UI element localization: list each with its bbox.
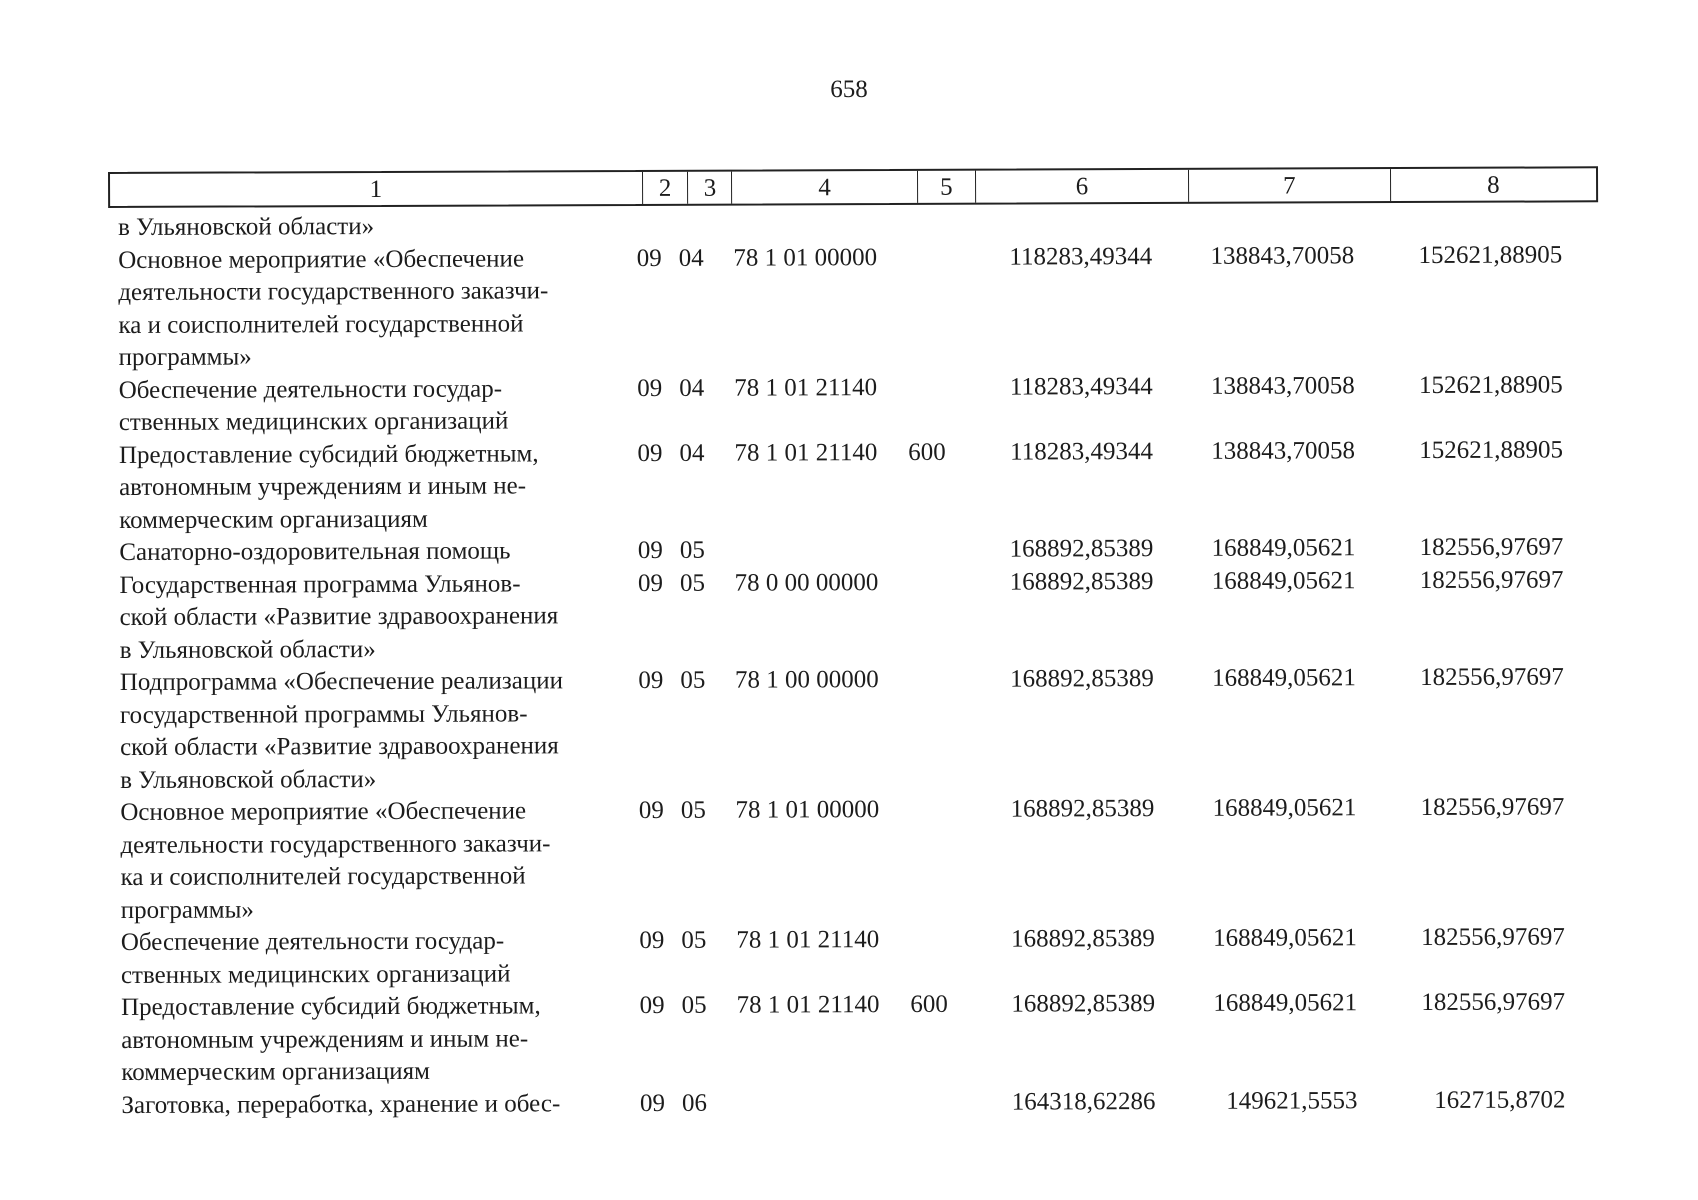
- row-subsection: 04: [679, 439, 705, 467]
- row-amount-col7: 168849,05621: [1213, 989, 1358, 1017]
- row-amount-col6: 118283,49344: [1010, 437, 1153, 466]
- table-row: [119, 369, 1599, 440]
- table-row: [119, 434, 1599, 537]
- row-subsection: 05: [679, 569, 705, 597]
- row-section: 09: [636, 244, 662, 272]
- header-cell-8: 8: [1487, 171, 1500, 199]
- table-row: [121, 986, 1601, 1089]
- row-subsection: 06: [681, 1089, 707, 1117]
- row-target-article: 78 1 01 21140: [736, 926, 880, 954]
- table-row: [118, 239, 1598, 375]
- row-amount-col8: [1366, 206, 1572, 207]
- header-cell-1: 1: [110, 172, 643, 206]
- row-amount-col7: 138843,70058: [1211, 436, 1355, 465]
- table-row: [121, 1084, 1601, 1122]
- row-amount-col8: 152621,88905: [1418, 370, 1563, 399]
- row-section: 09: [638, 796, 664, 825]
- row-amount-col8: 182556,97697: [1419, 533, 1564, 562]
- row-target-article: [715, 1086, 901, 1087]
- row-section: 09: [637, 374, 663, 402]
- row-amount-col7: 138843,70058: [1210, 371, 1355, 400]
- row-subsection: 05: [680, 666, 706, 694]
- row-section: 09: [637, 536, 663, 565]
- row-amount-col6: 168892,85389: [1009, 535, 1154, 563]
- table-header: [108, 166, 1598, 208]
- header-cell-6: 6: [976, 170, 1190, 203]
- row-target-article: [713, 534, 899, 535]
- row-amount-col8: 182556,97697: [1419, 663, 1564, 692]
- row-amount-col6: 168892,85389: [1009, 665, 1154, 693]
- table-row: [119, 564, 1599, 667]
- row-subsection: 05: [680, 796, 706, 824]
- header-cell-7: 7: [1189, 169, 1391, 202]
- row-amount-col8: 152621,88905: [1419, 435, 1563, 464]
- row-amount-col7: 168849,05621: [1211, 566, 1356, 595]
- row-amount-col6: [954, 208, 1162, 209]
- row-expense-type: 600: [910, 990, 948, 1018]
- row-target-article: [712, 209, 898, 210]
- row-target-article: 78 1 01 00000: [735, 796, 880, 824]
- row-description: Обеспечение деятельности государ- ственных медицинских организаций: [118, 375, 509, 436]
- row-amount-col8: 182556,97697: [1420, 923, 1565, 952]
- row-amount-col6: 164318,62286: [1011, 1087, 1156, 1116]
- row-amount-col7: 138843,70058: [1210, 241, 1355, 270]
- row-amount-col6: 118283,49344: [1009, 372, 1153, 401]
- row-expense-type: 600: [908, 438, 946, 466]
- row-target-article: 78 1 01 00000: [733, 243, 878, 272]
- row-subsection: 04: [679, 374, 705, 402]
- row-section: 09: [639, 926, 665, 955]
- row-amount-col8: 162715,8702: [1434, 1085, 1566, 1114]
- row-amount-col6: 118283,49344: [1009, 242, 1153, 271]
- table-row: [120, 661, 1600, 797]
- row-amount-col7: 149621,5553: [1226, 1086, 1358, 1115]
- row-description: Санаторно-оздоровительная помощь: [119, 537, 511, 566]
- row-target-article: 78 1 00 00000: [734, 666, 879, 694]
- header-cell-5: 5: [918, 171, 976, 203]
- row-subsection: 05: [681, 991, 707, 1019]
- row-amount-col7: 168849,05621: [1211, 664, 1356, 692]
- row-description: Заготовка, переработка, хранение и обес-: [121, 1089, 561, 1119]
- row-target-article: 78 1 01 21140: [736, 991, 880, 1019]
- row-section: 09: [639, 991, 665, 1020]
- row-amount-col6: 168892,85389: [1009, 567, 1154, 596]
- row-section: 09: [637, 569, 663, 597]
- row-amount-col7: 168849,05621: [1211, 534, 1356, 562]
- header-cell-4: 4: [732, 171, 918, 204]
- row-section: 09: [639, 1089, 665, 1117]
- row-section: 09: [638, 666, 664, 695]
- row-amount-col6: 168892,85389: [1011, 990, 1156, 1018]
- row-description: Основное мероприятие «Обеспечение деятельности государственного заказчи- ка и соисполнителей государственной программы»: [118, 244, 549, 371]
- table-body: [118, 206, 1601, 1122]
- row-description: Государственная программа Ульянов- ской области «Развитие здравоохранения в Ульяновской области»: [119, 569, 559, 664]
- table-row: [121, 921, 1601, 992]
- row-subsection: 05: [681, 926, 707, 954]
- row-subsection: 05: [679, 536, 705, 564]
- row-description: Основное мероприятие «Обеспечение деятельности государственного заказчи- ка и соисполнителей государственной программы»: [120, 797, 551, 924]
- row-amount-col8: 182556,97697: [1421, 988, 1566, 1017]
- table-row: [120, 791, 1600, 927]
- row-description: Предоставление субсидий бюджетным, автономным учреждениям и иным не- коммерческим организациям: [121, 992, 541, 1086]
- row-amount-col6: 168892,85389: [1010, 925, 1155, 953]
- row-target-article: 78 1 01 21140: [734, 373, 878, 402]
- row-target-article: 78 0 00 00000: [734, 568, 879, 597]
- row-amount-col8: 182556,97697: [1420, 793, 1565, 822]
- row-section: 09: [637, 439, 663, 467]
- row-description: Предоставление субсидий бюджетным, автономным учреждениям и иным не- коммерческим организациям: [118, 439, 539, 534]
- header-cell-2: 2: [643, 172, 689, 204]
- header-cell-3: 3: [688, 172, 732, 204]
- page-number: 658: [830, 76, 868, 103]
- row-amount-col7: [1162, 207, 1366, 208]
- row-amount-col8: 152621,88905: [1418, 240, 1563, 269]
- row-amount-col8: 182556,97697: [1419, 565, 1564, 594]
- row-description: Обеспечение деятельности государ- ственных медицинских организаций: [120, 927, 511, 989]
- row-amount-col7: 168849,05621: [1212, 924, 1357, 952]
- row-description: Подпрограмма «Обеспечение реализации государственной программы Ульянов- ской области «Развитие здравоохранения в Ульяновской области»: [119, 667, 564, 794]
- row-subsection: 04: [678, 244, 704, 272]
- row-amount-col7: 168849,05621: [1212, 794, 1357, 822]
- row-target-article: 78 1 01 21140: [734, 438, 878, 467]
- row-description: в Ульяновской области»: [118, 213, 375, 241]
- row-amount-col6: 168892,85389: [1010, 795, 1155, 823]
